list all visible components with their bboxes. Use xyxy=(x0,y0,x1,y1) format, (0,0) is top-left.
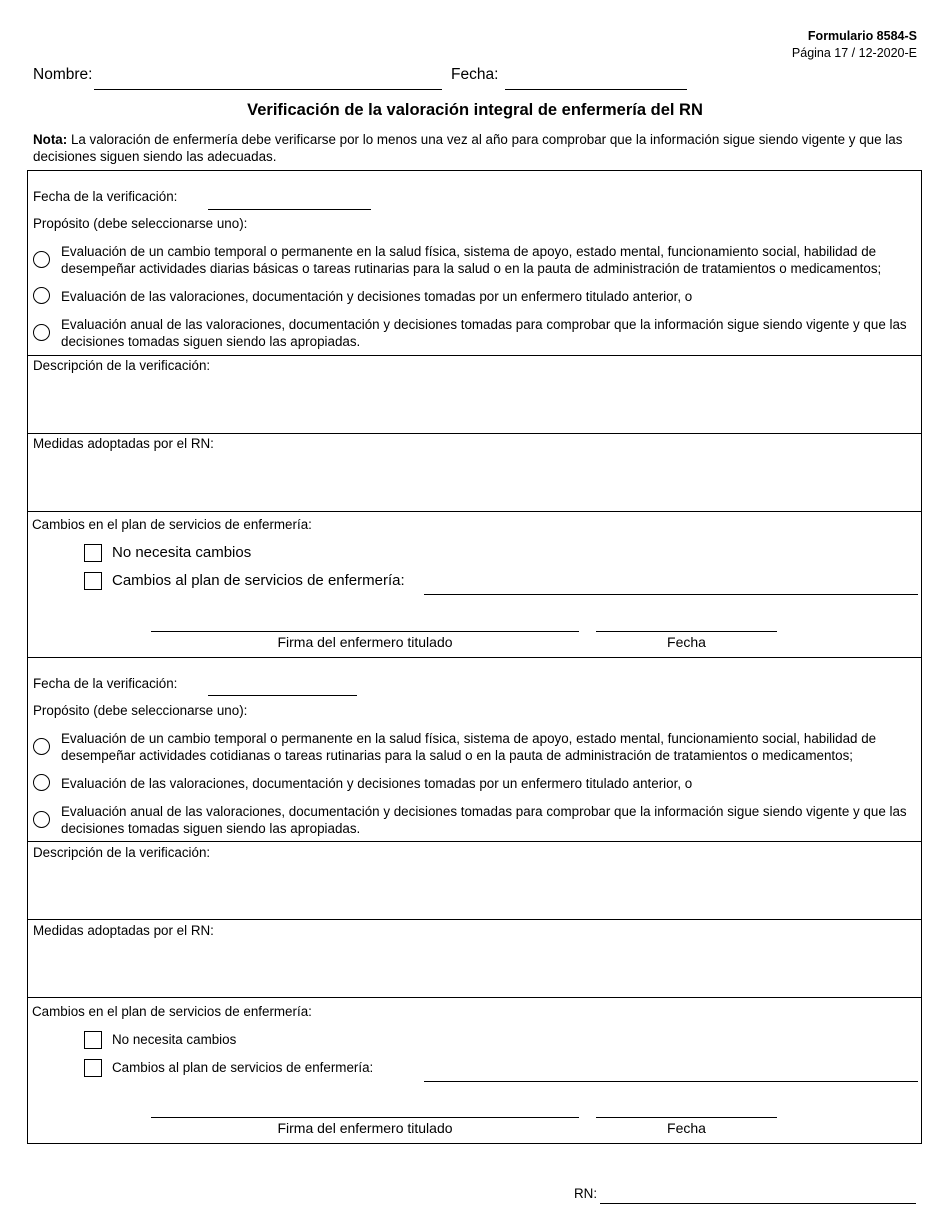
purpose-option-previous-nurse: Evaluación de las valoraciones, documentación y decisiones tomadas por un enfermero titulado anterior, o xyxy=(61,776,693,791)
divider xyxy=(28,997,921,998)
divider xyxy=(28,355,921,356)
purpose-radio-previous-nurse[interactable] xyxy=(33,774,50,791)
purpose-radio-previous-nurse[interactable] xyxy=(33,287,50,304)
page-info: Página 17 / 12-2020-E xyxy=(791,46,917,60)
verification-date-label: Fecha de la verificación: xyxy=(33,189,178,204)
signature-date-line[interactable] xyxy=(596,1117,777,1118)
description-field[interactable] xyxy=(28,863,921,919)
note-label: Nota: xyxy=(33,132,68,147)
no-changes-label: No necesita cambios xyxy=(112,1032,237,1047)
purpose-option-previous-nurse: Evaluación de las valoraciones, documentación y decisiones tomadas por un enfermero titulado anterior, o xyxy=(61,289,693,304)
changes-label: Cambios en el plan de servicios de enfermería: xyxy=(32,517,312,532)
note xyxy=(33,131,913,165)
signature-label: Firma del enfermero titulado xyxy=(277,1120,453,1136)
changes-label: Cambios en el plan de servicios de enfermería: xyxy=(32,1004,312,1019)
description-field[interactable] xyxy=(28,376,921,432)
plan-changes-checkbox[interactable] xyxy=(84,1059,102,1077)
purpose-label: Propósito (debe seleccionarse uno): xyxy=(33,703,248,718)
no-changes-checkbox[interactable] xyxy=(84,1031,102,1049)
plan-changes-label: Cambios al plan de servicios de enfermería: xyxy=(112,1060,374,1075)
header-date-field[interactable] xyxy=(505,89,687,90)
measures-label: Medidas adoptadas por el RN: xyxy=(33,923,214,938)
no-changes-label: No necesita cambios xyxy=(112,544,252,561)
rn-label: RN: xyxy=(574,1186,598,1201)
divider xyxy=(28,919,921,920)
plan-changes-field[interactable] xyxy=(424,594,918,595)
description-label: Descripción de la verificación: xyxy=(33,358,211,373)
purpose-radio-annual[interactable] xyxy=(33,811,50,828)
purpose-option-annual: Evaluación anual de las valoraciones, documentación y decisiones tomadas para comprobar que la información sigue siendo vigente y que las decisiones tomadas siguen siendo las apropiadas. xyxy=(61,317,907,349)
note-text: La valoración de enfermería debe verificarse por lo menos una vez al año para comprobar que la información sigue siendo vigente y que las decisiones siguen siendo las adecuadas. xyxy=(33,132,903,164)
name-field[interactable] xyxy=(94,89,442,90)
signature-label: Firma del enfermero titulado xyxy=(277,634,453,650)
verification-date-field[interactable] xyxy=(208,695,357,696)
no-changes-checkbox[interactable] xyxy=(84,544,102,562)
header-date-label: Fecha: xyxy=(451,66,499,83)
purpose-radio-annual[interactable] xyxy=(33,324,50,341)
signature-line[interactable] xyxy=(151,1117,579,1118)
divider xyxy=(28,433,921,434)
purpose-radio-change[interactable] xyxy=(33,251,50,268)
name-label: Nombre: xyxy=(33,66,93,83)
signature-date-line[interactable] xyxy=(596,631,777,632)
form-identifier xyxy=(792,28,917,62)
measures-field[interactable] xyxy=(28,454,921,510)
signature-line[interactable] xyxy=(151,631,579,632)
purpose-label: Propósito (debe seleccionarse uno): xyxy=(33,216,248,231)
plan-changes-field[interactable] xyxy=(424,1081,918,1082)
rn-field[interactable] xyxy=(600,1203,916,1204)
measures-label: Medidas adoptadas por el RN: xyxy=(33,436,214,451)
verification-date-label: Fecha de la verificación: xyxy=(33,676,178,691)
purpose-option-change: Evaluación de un cambio temporal o permanente en la salud física, sistema de apoyo, estado mental, funcionamiento social, habilidad de desempeñar actividades diarias básicas o tareas rutinarias para la salud o en la pauta de administración de tratamientos o medicamentos; xyxy=(61,244,882,276)
measures-field[interactable] xyxy=(28,941,921,997)
purpose-option-annual: Evaluación anual de las valoraciones, documentación y decisiones tomadas para comprobar que la información sigue siendo vigente y que las decisiones tomadas siguen siendo las apropiadas. xyxy=(61,804,907,836)
plan-changes-checkbox[interactable] xyxy=(84,572,102,590)
page-title: Verificación de la valoración integral de enfermería del RN xyxy=(247,101,703,119)
description-label: Descripción de la verificación: xyxy=(33,845,211,860)
verification-date-field[interactable] xyxy=(208,209,371,210)
divider xyxy=(28,841,921,842)
signature-date-label: Fecha xyxy=(667,634,706,650)
plan-changes-label: Cambios al plan de servicios de enfermería: xyxy=(112,572,405,589)
signature-date-label: Fecha xyxy=(667,1120,706,1136)
verification-section-2 xyxy=(27,657,922,1144)
divider xyxy=(28,511,921,512)
purpose-option-change: Evaluación de un cambio temporal o permanente en la salud física, sistema de apoyo, estado mental, funcionamiento social, habilidad de desempeñar actividades cotidianas o tareas rutinarias para la salud o en la pauta de administración de tratamientos o medicamentos; xyxy=(61,731,877,763)
verification-section-1 xyxy=(27,170,922,658)
form-number: Formulario 8584-S xyxy=(807,29,917,43)
purpose-radio-change[interactable] xyxy=(33,738,50,755)
